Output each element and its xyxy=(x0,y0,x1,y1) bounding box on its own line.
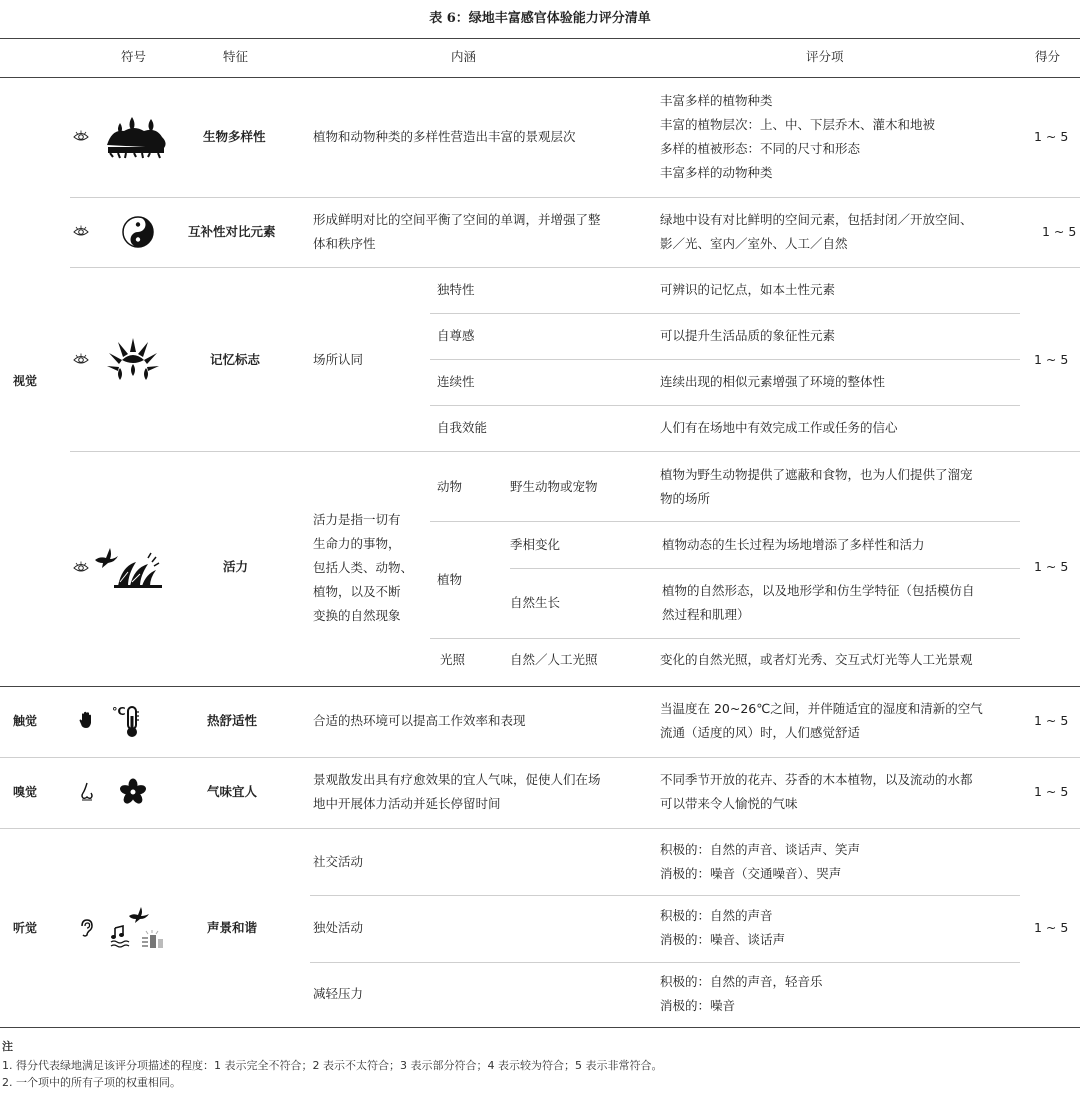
feature-vitality: 活力 xyxy=(223,559,249,574)
item-memory-4: 人们有在场地中有效完成工作或任务的信心 xyxy=(660,420,898,435)
meaning-vitality-3: 包括人类、动物、 xyxy=(313,560,414,575)
item-hearing-3-neg: 消极的：噪音 xyxy=(660,998,736,1013)
sub-hearing-1: 社交活动 xyxy=(313,854,364,869)
feature-memory: 记忆标志 xyxy=(210,352,261,367)
item-bio-1: 丰富多样的植物种类 xyxy=(660,93,773,108)
sub-memory-4: 自我效能 xyxy=(437,420,488,435)
item-plant-2b: 然过程和肌理） xyxy=(662,607,750,622)
feature-scent: 气味宜人 xyxy=(207,784,258,799)
cat-light: 光照 xyxy=(440,652,466,667)
meaning-scent-2: 地中开展体力活动并延长停留时间 xyxy=(313,796,501,811)
hand-icon xyxy=(79,711,93,729)
item-thermal-1: 当温度在 20~26℃之间，并伴随适宜的湿度和清新的空气 xyxy=(660,701,983,716)
header-score: 得分 xyxy=(1035,49,1061,64)
eye-icon xyxy=(73,130,89,144)
meaning-vitality-5: 变换的自然现象 xyxy=(313,608,401,623)
score-contrast: 1 ~ 5 xyxy=(1042,224,1077,239)
opera-house-icon xyxy=(114,552,164,590)
item-scent-2: 可以带来令人愉悦的气味 xyxy=(660,796,798,811)
sub-light: 自然／人工光照 xyxy=(510,652,598,667)
item-bio-3: 多样的植被形态：不同的尺寸和形态 xyxy=(660,141,861,156)
sub-memory-1: 独特性 xyxy=(437,282,475,297)
meaning-scent-1: 景观散发出具有疗愈效果的宜人气味，促使人们在场 xyxy=(313,772,601,787)
feature-thermal: 热舒适性 xyxy=(207,713,258,728)
feature-soundscape: 声景和谐 xyxy=(207,920,258,935)
page-title: 表 6：绿地丰富感官体验能力评分清单 xyxy=(429,11,651,26)
note-1: 1. 得分代表绿地满足该评分项描述的程度：1 表示完全不符合；2 表示不太符合；3 表示部分符合；4 表示较为符合；5 表示非常符合。 xyxy=(2,1059,663,1072)
meaning-vitality-2: 生命力的事物， xyxy=(313,536,401,551)
nose-icon xyxy=(80,782,94,802)
item-memory-2: 可以提升生活品质的象征性元素 xyxy=(660,328,836,343)
leaf-cluster-icon xyxy=(104,115,168,159)
sense-touch: 触觉 xyxy=(13,714,38,728)
score-biodiversity: 1 ~ 5 xyxy=(1034,129,1069,144)
svg-text:°C: °C xyxy=(112,705,126,718)
score-scent: 1 ~ 5 xyxy=(1034,784,1069,799)
header-meaning: 内涵 xyxy=(451,49,477,64)
meaning-vitality-4: 植物，以及不断 xyxy=(313,584,401,599)
music-wave-icon xyxy=(110,925,134,949)
sub-hearing-3: 减轻压力 xyxy=(313,986,364,1001)
item-hearing-2-pos: 积极的：自然的声音 xyxy=(660,908,773,923)
score-memory: 1 ~ 5 xyxy=(1034,352,1069,367)
sense-smell: 嗅觉 xyxy=(13,785,38,799)
sub-memory-3: 连续性 xyxy=(437,374,475,389)
meaning-vitality-1: 活力是指一切有 xyxy=(313,512,401,527)
cat-animal: 动物 xyxy=(437,479,463,494)
thermometer-icon xyxy=(112,704,142,738)
sub-plant-2: 自然生长 xyxy=(510,595,561,610)
item-thermal-2: 流通（适度的风）时，人们感觉舒适 xyxy=(660,725,861,740)
item-bio-4: 丰富多样的动物种类 xyxy=(660,165,773,180)
flower-icon xyxy=(119,778,147,806)
ear-icon xyxy=(79,919,93,937)
sub-memory-2: 自尊感 xyxy=(437,328,475,343)
yin-yang-icon xyxy=(122,216,154,248)
notes-heading: 注 xyxy=(2,1040,13,1053)
item-memory-1: 可辨识的记忆点，如本土性元素 xyxy=(660,282,836,297)
item-light: 变化的自然光照，或者灯光秀、交互式灯光等人工光景观 xyxy=(660,652,973,667)
sub-plant-1: 季相变化 xyxy=(510,537,561,552)
item-plant-2a: 植物的自然形态，以及地形学和仿生学特征（包括模仿自 xyxy=(662,583,975,598)
sub-animal: 野生动物或宠物 xyxy=(510,479,598,494)
item-contrast-2: 影／光、室内／室外、人工／自然 xyxy=(660,236,848,251)
item-hearing-2-neg: 消极的：噪音、谈话声 xyxy=(660,932,786,947)
meaning-memory: 场所认同 xyxy=(313,352,364,367)
eye-icon xyxy=(73,225,89,239)
header-items: 评分项 xyxy=(806,49,844,64)
item-hearing-1-pos: 积极的：自然的声音、谈话声、笑声 xyxy=(660,842,861,857)
item-plant-1: 植物动态的生长过程为场地增添了多样性和活力 xyxy=(662,537,925,552)
feature-biodiversity: 生物多样性 xyxy=(203,129,266,144)
sense-visual: 视觉 xyxy=(13,374,38,388)
score-thermal: 1 ~ 5 xyxy=(1034,713,1069,728)
eye-icon xyxy=(73,353,89,367)
header-feature: 特征 xyxy=(223,49,249,64)
bird-icon xyxy=(128,906,150,924)
sunburst-icon xyxy=(106,336,160,384)
item-scent-1: 不同季节开放的花卉、芬香的木本植物，以及流动的水都 xyxy=(660,772,973,787)
sub-hearing-2: 独处活动 xyxy=(313,920,364,935)
score-vitality: 1 ~ 5 xyxy=(1034,559,1069,574)
meaning-biodiversity: 植物和动物种类的多样性营造出丰富的景观层次 xyxy=(313,129,576,144)
item-contrast-1: 绿地中设有对比鲜明的空间元素，包括封闭／开放空间、 xyxy=(660,212,973,227)
item-memory-3: 连续出现的相似元素增强了环境的整体性 xyxy=(660,374,886,389)
item-animal-1: 植物为野生动物提供了遮蔽和食物，也为人们提供了溜宠 xyxy=(660,467,973,482)
meaning-contrast-2: 体和秩序性 xyxy=(313,236,376,251)
item-bio-2: 丰富的植物层次：上、中、下层乔木、灌木和地被 xyxy=(660,117,936,132)
item-hearing-1-neg: 消极的：噪音（交通噪音）、哭声 xyxy=(660,866,842,881)
meaning-thermal: 合适的热环境可以提高工作效率和表现 xyxy=(313,713,526,728)
sense-hearing: 听觉 xyxy=(13,921,38,935)
meaning-contrast-1: 形成鲜明对比的空间平衡了空间的单调，并增强了整 xyxy=(313,212,601,227)
score-soundscape: 1 ~ 5 xyxy=(1034,920,1069,935)
item-animal-2: 物的场所 xyxy=(660,491,711,506)
header-symbol: 符号 xyxy=(121,49,147,64)
sound-bars-icon xyxy=(142,929,164,949)
item-hearing-3-pos: 积极的：自然的声音，轻音乐 xyxy=(660,974,823,989)
eye-icon xyxy=(73,561,89,575)
note-2: 2. 一个项中的所有子项的权重相同。 xyxy=(2,1076,181,1089)
cat-plant: 植物 xyxy=(437,572,463,587)
feature-contrast: 互补性对比元素 xyxy=(188,224,276,239)
